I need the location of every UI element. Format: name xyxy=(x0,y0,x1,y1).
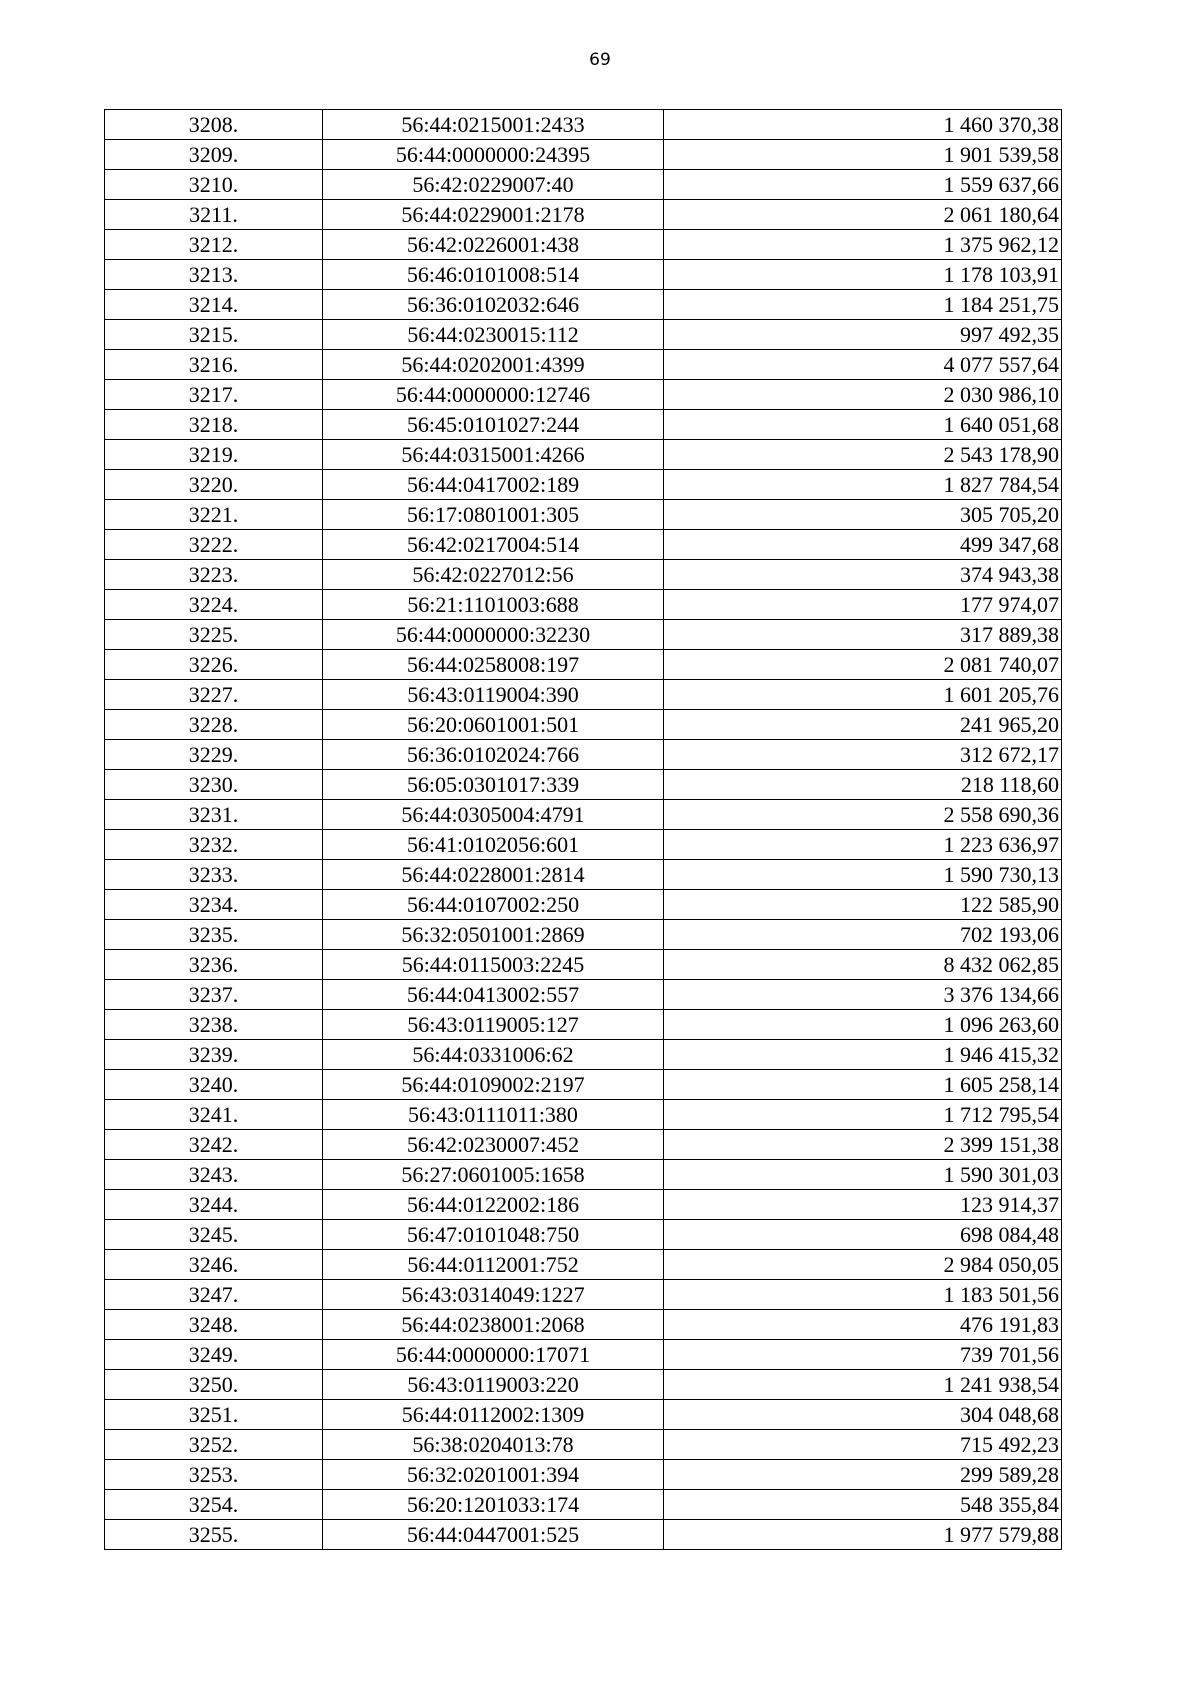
cadastral-number-cell: 56:44:0112002:1309 xyxy=(323,1400,664,1430)
table-row xyxy=(105,860,1062,890)
row-number-cell: 3242. xyxy=(105,1130,323,1160)
row-number-cell: 3227. xyxy=(105,680,323,710)
row-number-cell: 3233. xyxy=(105,860,323,890)
row-number-cell: 3254. xyxy=(105,1490,323,1520)
row-number-cell: 3249. xyxy=(105,1340,323,1370)
row-number-cell: 3231. xyxy=(105,800,323,830)
cadastral-value-cell: 241 965,20 xyxy=(664,710,1062,740)
cadastral-number-cell: 56:44:0315001:4266 xyxy=(323,440,664,470)
table-row xyxy=(105,920,1062,950)
row-number-cell: 3224. xyxy=(105,590,323,620)
cadastral-number-cell: 56:43:0119003:220 xyxy=(323,1370,664,1400)
row-number-cell: 3248. xyxy=(105,1310,323,1340)
table-row xyxy=(105,410,1062,440)
cadastral-number-cell: 56:44:0417002:189 xyxy=(323,470,664,500)
cadastral-number-cell: 56:44:0115003:2245 xyxy=(323,950,664,980)
cadastral-value-cell: 2 399 151,38 xyxy=(664,1130,1062,1160)
table-row xyxy=(105,200,1062,230)
table-row xyxy=(105,1310,1062,1340)
cadastral-value-cell: 2 984 050,05 xyxy=(664,1250,1062,1280)
row-number-cell: 3214. xyxy=(105,290,323,320)
cadastral-number-cell: 56:47:0101048:750 xyxy=(323,1220,664,1250)
cadastral-value-cell: 1 178 103,91 xyxy=(664,260,1062,290)
cadastral-value-table xyxy=(104,109,1062,1550)
table-row xyxy=(105,1280,1062,1310)
row-number-cell: 3237. xyxy=(105,980,323,1010)
cadastral-value-cell: 1 096 263,60 xyxy=(664,1010,1062,1040)
cadastral-value-cell: 739 701,56 xyxy=(664,1340,1062,1370)
row-number-cell: 3208. xyxy=(105,110,323,140)
row-number-cell: 3234. xyxy=(105,890,323,920)
cadastral-number-cell: 56:36:0102032:646 xyxy=(323,290,664,320)
row-number-cell: 3210. xyxy=(105,170,323,200)
row-number-cell: 3246. xyxy=(105,1250,323,1280)
row-number-cell: 3217. xyxy=(105,380,323,410)
cadastral-value-cell: 305 705,20 xyxy=(664,500,1062,530)
table-row xyxy=(105,1400,1062,1430)
cadastral-value-cell: 2 543 178,90 xyxy=(664,440,1062,470)
cadastral-number-cell: 56:43:0119004:390 xyxy=(323,680,664,710)
cadastral-number-cell: 56:44:0109002:2197 xyxy=(323,1070,664,1100)
cadastral-value-cell: 1 241 938,54 xyxy=(664,1370,1062,1400)
row-number-cell: 3252. xyxy=(105,1430,323,1460)
table-row xyxy=(105,470,1062,500)
cadastral-value-cell: 548 355,84 xyxy=(664,1490,1062,1520)
cadastral-number-cell: 56:45:0101027:244 xyxy=(323,410,664,440)
cadastral-number-cell: 56:21:1101003:688 xyxy=(323,590,664,620)
cadastral-number-cell: 56:44:0215001:2433 xyxy=(323,110,664,140)
cadastral-number-cell: 56:17:0801001:305 xyxy=(323,500,664,530)
cadastral-value-cell: 1 712 795,54 xyxy=(664,1100,1062,1130)
cadastral-value-cell: 1 901 539,58 xyxy=(664,140,1062,170)
table-row xyxy=(105,830,1062,860)
cadastral-value-cell: 3 376 134,66 xyxy=(664,980,1062,1010)
cadastral-number-cell: 56:32:0201001:394 xyxy=(323,1460,664,1490)
cadastral-value-cell: 698 084,48 xyxy=(664,1220,1062,1250)
cadastral-value-cell: 2 081 740,07 xyxy=(664,650,1062,680)
cadastral-value-cell: 1 375 962,12 xyxy=(664,230,1062,260)
table-row xyxy=(105,350,1062,380)
table-row xyxy=(105,110,1062,140)
cadastral-value-cell: 8 432 062,85 xyxy=(664,950,1062,980)
table-row xyxy=(105,260,1062,290)
cadastral-value-cell: 702 193,06 xyxy=(664,920,1062,950)
row-number-cell: 3211. xyxy=(105,200,323,230)
row-number-cell: 3238. xyxy=(105,1010,323,1040)
table-row xyxy=(105,1070,1062,1100)
cadastral-number-cell: 56:42:0227012:56 xyxy=(323,560,664,590)
row-number-cell: 3230. xyxy=(105,770,323,800)
cadastral-number-cell: 56:41:0102056:601 xyxy=(323,830,664,860)
cadastral-value-cell: 2 061 180,64 xyxy=(664,200,1062,230)
row-number-cell: 3243. xyxy=(105,1160,323,1190)
cadastral-value-cell: 1 223 636,97 xyxy=(664,830,1062,860)
cadastral-number-cell: 56:44:0229001:2178 xyxy=(323,200,664,230)
cadastral-value-cell: 1 559 637,66 xyxy=(664,170,1062,200)
cadastral-number-cell: 56:44:0202001:4399 xyxy=(323,350,664,380)
page-number: 69 xyxy=(589,50,611,70)
row-number-cell: 3220. xyxy=(105,470,323,500)
cadastral-number-cell: 56:44:0305004:4791 xyxy=(323,800,664,830)
cadastral-value-cell: 1 977 579,88 xyxy=(664,1520,1062,1550)
cadastral-number-cell: 56:42:0217004:514 xyxy=(323,530,664,560)
cadastral-number-cell: 56:44:0000000:32230 xyxy=(323,620,664,650)
row-number-cell: 3245. xyxy=(105,1220,323,1250)
cadastral-number-cell: 56:44:0230015:112 xyxy=(323,320,664,350)
row-number-cell: 3221. xyxy=(105,500,323,530)
table-row xyxy=(105,590,1062,620)
table-row xyxy=(105,1100,1062,1130)
cadastral-value-cell: 997 492,35 xyxy=(664,320,1062,350)
cadastral-value-cell: 218 118,60 xyxy=(664,770,1062,800)
row-number-cell: 3209. xyxy=(105,140,323,170)
table-row xyxy=(105,560,1062,590)
cadastral-number-cell: 56:44:0000000:12746 xyxy=(323,380,664,410)
table-row xyxy=(105,620,1062,650)
cadastral-number-cell: 56:42:0226001:438 xyxy=(323,230,664,260)
row-number-cell: 3216. xyxy=(105,350,323,380)
table-row xyxy=(105,1370,1062,1400)
table-row xyxy=(105,890,1062,920)
cadastral-value-cell: 1 184 251,75 xyxy=(664,290,1062,320)
table-row xyxy=(105,1130,1062,1160)
cadastral-number-cell: 56:43:0119005:127 xyxy=(323,1010,664,1040)
cadastral-value-cell: 4 077 557,64 xyxy=(664,350,1062,380)
cadastral-number-cell: 56:44:0238001:2068 xyxy=(323,1310,664,1340)
row-number-cell: 3247. xyxy=(105,1280,323,1310)
row-number-cell: 3223. xyxy=(105,560,323,590)
cadastral-number-cell: 56:43:0111011:380 xyxy=(323,1100,664,1130)
cadastral-number-cell: 56:20:1201033:174 xyxy=(323,1490,664,1520)
cadastral-number-cell: 56:44:0000000:24395 xyxy=(323,140,664,170)
row-number-cell: 3241. xyxy=(105,1100,323,1130)
row-number-cell: 3255. xyxy=(105,1520,323,1550)
cadastral-number-cell: 56:44:0258008:197 xyxy=(323,650,664,680)
row-number-cell: 3232. xyxy=(105,830,323,860)
cadastral-number-cell: 56:42:0229007:40 xyxy=(323,170,664,200)
cadastral-number-cell: 56:36:0102024:766 xyxy=(323,740,664,770)
table-row xyxy=(105,680,1062,710)
cadastral-value-cell: 1 183 501,56 xyxy=(664,1280,1062,1310)
cadastral-number-cell: 56:44:0107002:250 xyxy=(323,890,664,920)
table-row xyxy=(105,800,1062,830)
table-row xyxy=(105,1460,1062,1490)
table-row xyxy=(105,1190,1062,1220)
row-number-cell: 3219. xyxy=(105,440,323,470)
row-number-cell: 3239. xyxy=(105,1040,323,1070)
row-number-cell: 3244. xyxy=(105,1190,323,1220)
row-number-cell: 3215. xyxy=(105,320,323,350)
row-number-cell: 3235. xyxy=(105,920,323,950)
cadastral-number-cell: 56:44:0112001:752 xyxy=(323,1250,664,1280)
cadastral-value-cell: 1 601 205,76 xyxy=(664,680,1062,710)
table-row xyxy=(105,320,1062,350)
cadastral-value-cell: 2 030 986,10 xyxy=(664,380,1062,410)
row-number-cell: 3226. xyxy=(105,650,323,680)
table-row xyxy=(105,1250,1062,1280)
table-row xyxy=(105,770,1062,800)
row-number-cell: 3228. xyxy=(105,710,323,740)
table-row xyxy=(105,440,1062,470)
row-number-cell: 3213. xyxy=(105,260,323,290)
cadastral-value-cell: 715 492,23 xyxy=(664,1430,1062,1460)
table-row xyxy=(105,500,1062,530)
cadastral-value-cell: 1 946 415,32 xyxy=(664,1040,1062,1070)
table-row xyxy=(105,1040,1062,1070)
table-row xyxy=(105,1010,1062,1040)
cadastral-number-cell: 56:44:0122002:186 xyxy=(323,1190,664,1220)
cadastral-value-cell: 317 889,38 xyxy=(664,620,1062,650)
cadastral-number-cell: 56:38:0204013:78 xyxy=(323,1430,664,1460)
cadastral-value-cell: 374 943,38 xyxy=(664,560,1062,590)
row-number-cell: 3250. xyxy=(105,1370,323,1400)
row-number-cell: 3236. xyxy=(105,950,323,980)
cadastral-value-cell: 1 590 730,13 xyxy=(664,860,1062,890)
cadastral-value-cell: 122 585,90 xyxy=(664,890,1062,920)
cadastral-number-cell: 56:46:0101008:514 xyxy=(323,260,664,290)
cadastral-value-cell: 1 827 784,54 xyxy=(664,470,1062,500)
table-row xyxy=(105,170,1062,200)
cadastral-value-cell: 304 048,68 xyxy=(664,1400,1062,1430)
table-row xyxy=(105,230,1062,260)
table-row xyxy=(105,1160,1062,1190)
row-number-cell: 3240. xyxy=(105,1070,323,1100)
cadastral-value-cell: 312 672,17 xyxy=(664,740,1062,770)
cadastral-value-cell: 499 347,68 xyxy=(664,530,1062,560)
table-row xyxy=(105,290,1062,320)
cadastral-number-cell: 56:42:0230007:452 xyxy=(323,1130,664,1160)
cadastral-value-cell: 1 460 370,38 xyxy=(664,110,1062,140)
cadastral-number-cell: 56:27:0601005:1658 xyxy=(323,1160,664,1190)
cadastral-number-cell: 56:20:0601001:501 xyxy=(323,710,664,740)
table-row xyxy=(105,1340,1062,1370)
table-body xyxy=(105,110,1062,1550)
cadastral-value-cell: 476 191,83 xyxy=(664,1310,1062,1340)
row-number-cell: 3251. xyxy=(105,1400,323,1430)
cadastral-number-cell: 56:44:0447001:525 xyxy=(323,1520,664,1550)
cadastral-value-cell: 1 605 258,14 xyxy=(664,1070,1062,1100)
table-row xyxy=(105,530,1062,560)
row-number-cell: 3229. xyxy=(105,740,323,770)
cadastral-number-cell: 56:32:0501001:2869 xyxy=(323,920,664,950)
table-row xyxy=(105,1430,1062,1460)
table-row xyxy=(105,980,1062,1010)
cadastral-number-cell: 56:43:0314049:1227 xyxy=(323,1280,664,1310)
cadastral-value-cell: 177 974,07 xyxy=(664,590,1062,620)
cadastral-number-cell: 56:44:0228001:2814 xyxy=(323,860,664,890)
cadastral-value-cell: 2 558 690,36 xyxy=(664,800,1062,830)
table-row xyxy=(105,1520,1062,1550)
cadastral-value-cell: 1 590 301,03 xyxy=(664,1160,1062,1190)
table-row xyxy=(105,950,1062,980)
cadastral-number-cell: 56:44:0331006:62 xyxy=(323,1040,664,1070)
table-row xyxy=(105,710,1062,740)
cadastral-value-cell: 1 640 051,68 xyxy=(664,410,1062,440)
row-number-cell: 3212. xyxy=(105,230,323,260)
cadastral-number-cell: 56:44:0000000:17071 xyxy=(323,1340,664,1370)
table-row xyxy=(105,380,1062,410)
cadastral-value-cell: 123 914,37 xyxy=(664,1190,1062,1220)
table-row xyxy=(105,740,1062,770)
cadastral-number-cell: 56:05:0301017:339 xyxy=(323,770,664,800)
row-number-cell: 3225. xyxy=(105,620,323,650)
row-number-cell: 3222. xyxy=(105,530,323,560)
table-row xyxy=(105,1490,1062,1520)
table-row xyxy=(105,1220,1062,1250)
table-row xyxy=(105,140,1062,170)
table-row xyxy=(105,650,1062,680)
cadastral-value-cell: 299 589,28 xyxy=(664,1460,1062,1490)
cadastral-number-cell: 56:44:0413002:557 xyxy=(323,980,664,1010)
row-number-cell: 3253. xyxy=(105,1460,323,1490)
row-number-cell: 3218. xyxy=(105,410,323,440)
